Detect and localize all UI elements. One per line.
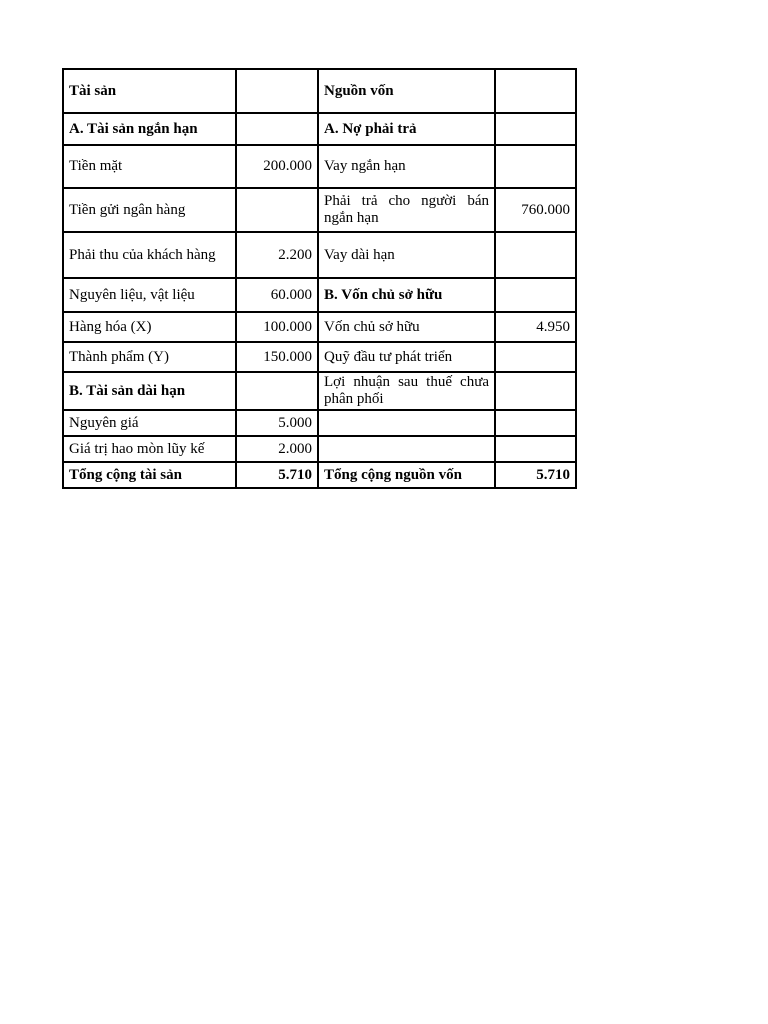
source-label: Vay ngắn hạn <box>318 145 495 188</box>
asset-value: 2.000 <box>236 436 318 462</box>
table-row <box>63 372 576 410</box>
source-label <box>318 410 495 436</box>
source-label <box>318 188 495 232</box>
source-value <box>495 372 576 410</box>
table-row <box>63 69 576 113</box>
asset-value: 150.000 <box>236 342 318 372</box>
source-value <box>495 232 576 278</box>
total-sources-label: Tổng cộng nguồn vốn <box>318 462 495 488</box>
source-label-text: Phải trả cho người bán ngắn hạn <box>324 193 489 226</box>
total-assets-label: Tổng cộng tài sản <box>63 462 236 488</box>
table-row <box>63 113 576 145</box>
source-value: 760.000 <box>495 188 576 232</box>
asset-label: Nguyên giá <box>63 410 236 436</box>
balance-sheet-table <box>62 68 577 489</box>
asset-value <box>236 372 318 410</box>
table-row <box>63 436 576 462</box>
asset-label: Nguyên liệu, vật liệu <box>63 278 236 312</box>
source-value <box>495 145 576 188</box>
source-label: Vốn chủ sở hữu <box>318 312 495 342</box>
asset-value: 2.200 <box>236 232 318 278</box>
cell-value <box>495 113 576 145</box>
table-row <box>63 232 576 278</box>
section-liabilities: A. Nợ phải trả <box>318 113 495 145</box>
asset-label: Tiền gửi ngân hàng <box>63 188 236 232</box>
source-label: Vay dài hạn <box>318 232 495 278</box>
source-value <box>495 342 576 372</box>
asset-label <box>63 232 236 278</box>
table-row <box>63 145 576 188</box>
asset-label-text: Phải thu của khách hàng <box>69 246 216 263</box>
total-sources-value: 5.710 <box>495 462 576 488</box>
table-row <box>63 188 576 232</box>
header-assets-value <box>236 69 318 113</box>
source-label <box>318 372 495 410</box>
section-long-term-assets: B. Tài sản dài hạn <box>63 372 236 410</box>
header-sources: Nguồn vốn <box>318 69 495 113</box>
table-row <box>63 462 576 488</box>
source-label <box>318 436 495 462</box>
source-label-text: Lợi nhuận sau thuế chưa phân phối <box>324 374 489 407</box>
source-value <box>495 278 576 312</box>
asset-value <box>236 188 318 232</box>
cell-value <box>236 113 318 145</box>
asset-value: 200.000 <box>236 145 318 188</box>
asset-label: Giá trị hao mòn lũy kế <box>63 436 236 462</box>
total-assets-value: 5.710 <box>236 462 318 488</box>
header-assets: Tài sản <box>63 69 236 113</box>
header-sources-value <box>495 69 576 113</box>
section-current-assets: A. Tài sản ngắn hạn <box>63 113 236 145</box>
asset-value: 5.000 <box>236 410 318 436</box>
table-row <box>63 410 576 436</box>
source-label: Quỹ đầu tư phát triển <box>318 342 495 372</box>
source-value: 4.950 <box>495 312 576 342</box>
source-value <box>495 410 576 436</box>
asset-label: Thành phẩm (Y) <box>63 342 236 372</box>
table-row <box>63 312 576 342</box>
table-row <box>63 278 576 312</box>
source-value <box>495 436 576 462</box>
table-row <box>63 342 576 372</box>
section-equity: B. Vốn chủ sở hữu <box>318 278 495 312</box>
asset-label: Tiền mặt <box>63 145 236 188</box>
asset-label: Hàng hóa (X) <box>63 312 236 342</box>
asset-value: 100.000 <box>236 312 318 342</box>
asset-value: 60.000 <box>236 278 318 312</box>
